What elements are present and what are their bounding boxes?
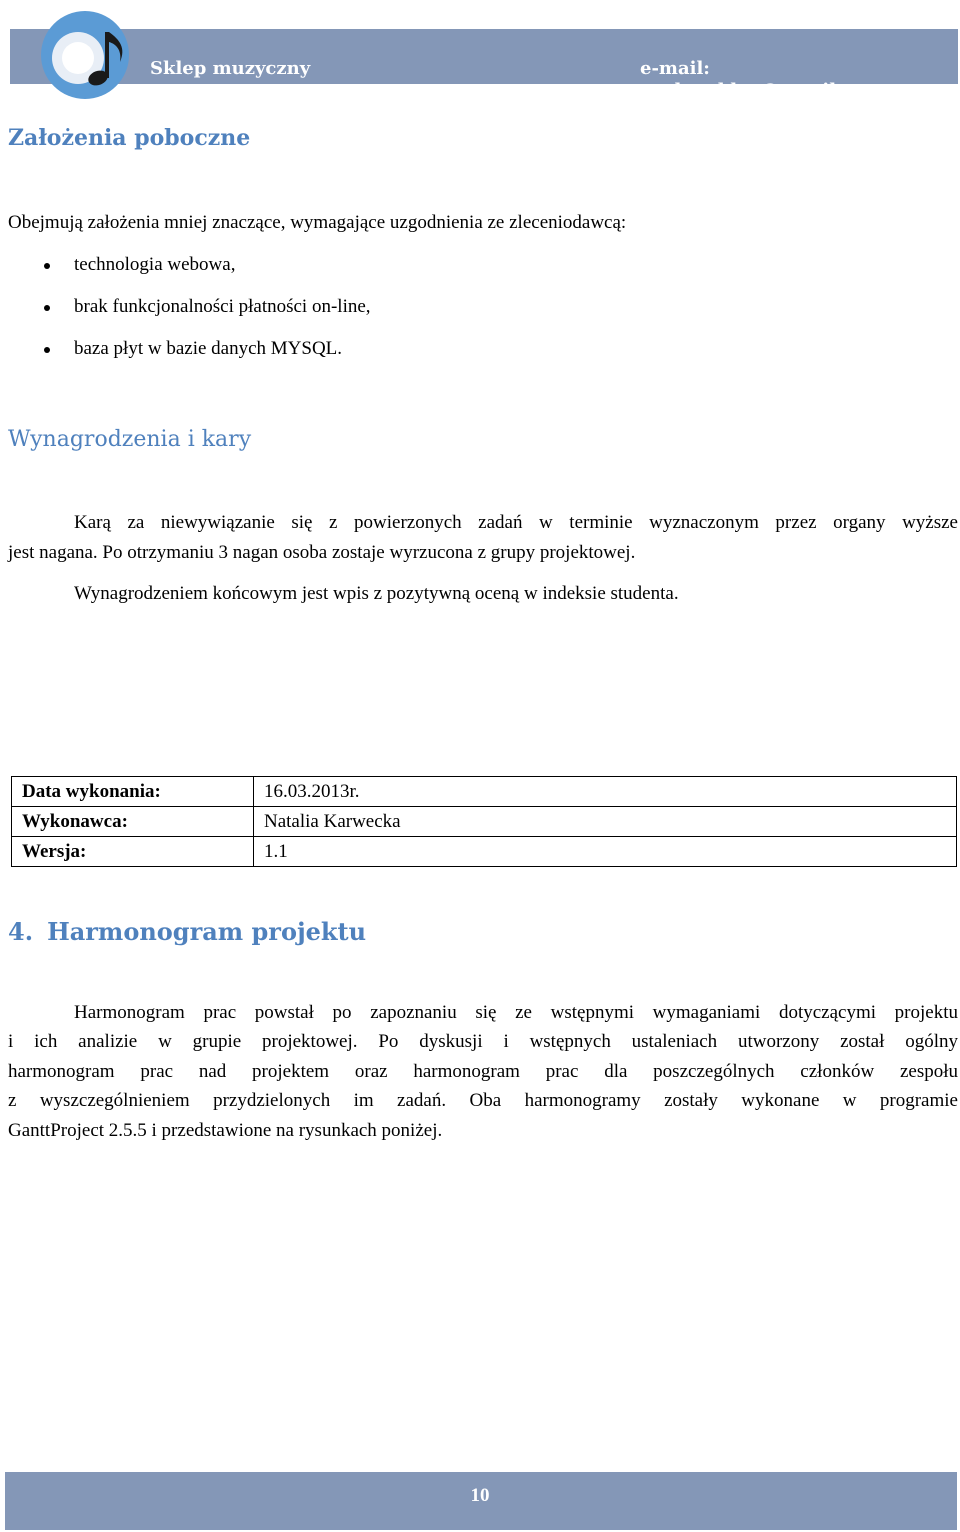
side-assumptions-intro: Obejmują założenia mniej znaczące, wymagające uzgodnienia ze zleceniodawcą: xyxy=(8,212,627,233)
list-item: technologia webowa, xyxy=(74,254,236,275)
list-item: brak funkcjonalności płatności on-line, xyxy=(74,296,371,317)
bullet-icon xyxy=(44,305,50,311)
music-note-icon xyxy=(40,10,130,100)
section-number: 4. xyxy=(8,917,34,946)
meta-value: Natalia Karwecka xyxy=(254,807,957,837)
section-heading xyxy=(8,917,366,946)
paragraph-line: z wyszczególnieniem przydzielonych im zadań. Oba harmonogramy zostały wykonane w programie xyxy=(8,1090,958,1111)
rewards-line-3: Wynagrodzeniem końcowym jest wpis z pozytywną oceną w indeksie studenta. xyxy=(74,583,679,604)
paragraph-line: i ich analizie w grupie projektowej. Po dyskusji i wstępnych ustaleniach utworzony został ogólny xyxy=(8,1031,958,1052)
shop-name: Sklep muzyczny xyxy=(150,58,311,79)
shop-name-quoted: “Nutka” xyxy=(150,85,233,106)
meta-key: Wersja: xyxy=(12,837,254,867)
bullet-icon xyxy=(44,347,50,353)
paragraph-line: harmonogram prac nad projektem oraz harmonogram prac dla poszczególnych członków zespołu xyxy=(8,1061,958,1082)
paragraph-line: GanttProject 2.5.5 i przedstawione na rysunkach poniżej. xyxy=(8,1120,443,1141)
bullet-icon xyxy=(44,263,50,269)
rewards-line-2: jest nagana. Po otrzymaniu 3 nagan osoba zostaje wyrzucona z grupy projektowej. xyxy=(8,542,636,563)
page-number: 10 xyxy=(470,1485,490,1506)
section-title: Harmonogram projektu xyxy=(47,917,367,946)
shop-email: e-mail: nutka_sklep@gmail.com xyxy=(640,58,885,101)
rewards-heading: Wynagrodzenia i kary xyxy=(8,427,252,452)
meta-key: Wykonawca: xyxy=(12,807,254,837)
table-row xyxy=(12,807,957,837)
rewards-line-1: Karą za niewywiązanie się z powierzonych zadań w terminie wyznaczonym przez organy wyższe xyxy=(74,512,958,533)
table-row xyxy=(12,837,957,867)
meta-key: Data wykonania: xyxy=(12,777,254,807)
meta-value: 1.1 xyxy=(254,837,957,867)
table-row xyxy=(12,777,957,807)
side-assumptions-heading: Założenia poboczne xyxy=(8,125,251,151)
paragraph-line: Harmonogram prac powstał po zapoznaniu się ze wstępnymi wymaganiami dotyczącymi projektu xyxy=(74,1002,958,1023)
document-meta-table xyxy=(11,776,957,867)
list-item: baza płyt w bazie danych MYSQL. xyxy=(74,338,343,359)
meta-value: 16.03.2013r. xyxy=(254,777,957,807)
